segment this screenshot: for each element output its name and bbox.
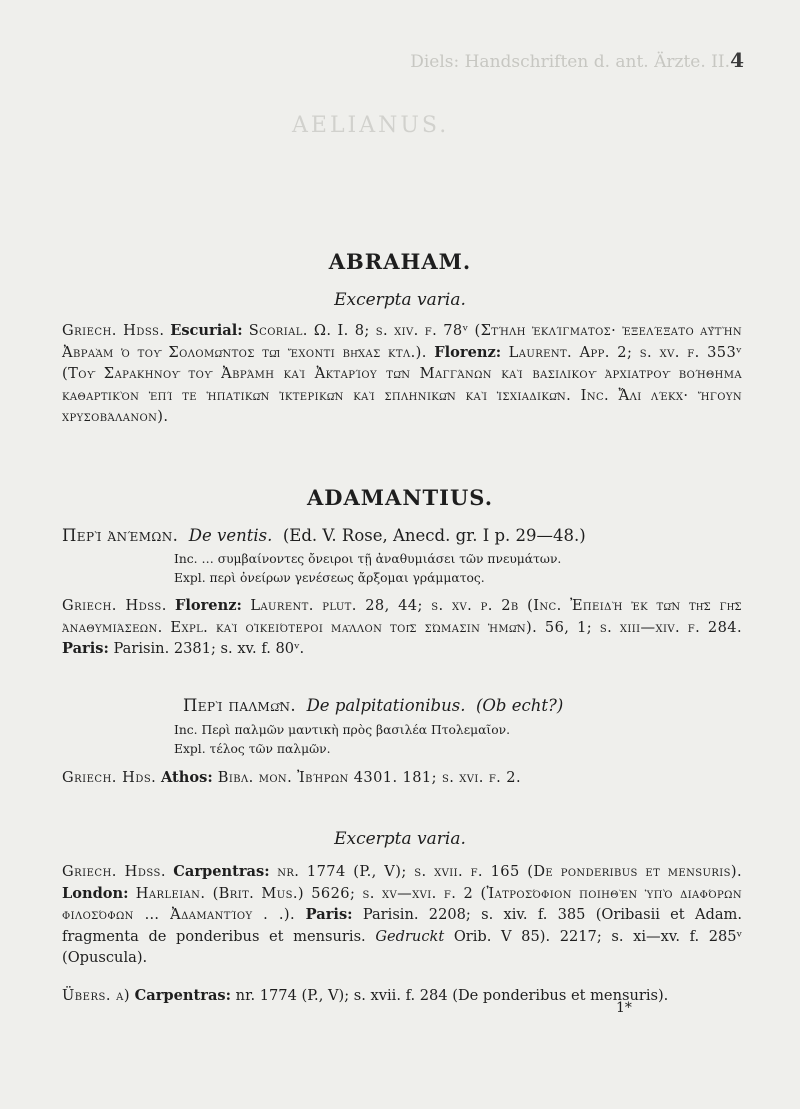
library-athos: Athos: — [160, 769, 213, 786]
signature-mark: 1* — [616, 1000, 632, 1016]
manuscript-paris: Parisin. 2208; s. xiv. f. 385 (Oribasii et Adam. fragmenta de ponderibus et mensuris. — [62, 906, 743, 945]
excerpta-manuscripts — [62, 861, 742, 969]
greek-title: Περὶ παλμῶν. — [183, 696, 297, 715]
manuscript-paris: Parisin. 2381; s. xv. f. 80ᵛ. — [108, 640, 305, 657]
manuscript-carpentras: nr. 1774 (P., V); s. xvii. f. 165 (De ponderibus et mensuris). — [269, 863, 742, 880]
running-head: Diels: Handschriften d. ant. Ärzte. II. — [410, 52, 730, 72]
manuscript-athos: Βιβλ. μον. Ἰβήρων 4301. 181; s. xvi. f. 2. — [212, 769, 521, 786]
manuscript-paris-2217: Orib. V 85). 2217; s. xi—xv. f. 285ᵛ (Opuscula). — [62, 927, 742, 966]
incipit: Inc. … συμβαίνοντες ὄνειροι τῇ ἀναθυμιάσει τῶν πνευμάτων. — [174, 552, 562, 566]
abraham-manuscripts — [62, 320, 742, 428]
label-griech-hdss: Griech. Hdss. — [62, 597, 167, 614]
work-title-de-ventis — [62, 524, 752, 548]
label-uebers: Übers. a) — [62, 987, 131, 1004]
library-florenz: Florenz: — [434, 343, 502, 361]
manuscript-florenz: Laurent. App. 2; s. xv. f. 353ᵛ (Τοῦ Σαρακηνοῦ τοῦ Ἀβράμη καὶ Ἀκταρίου τῶν Μαγγάνων καὶ βασιλικοῦ ἀρχιατροῦ βοήθημα καθαρτικὸν ἐπί τε ἡπατικῶν ἰκτερικῶν καὶ σπληνικῶν καὶ ἰσχιαδικῶν. Inc. Ἄλι λέκχ· ἤγουν χρυσοβάλανον). — [62, 343, 742, 425]
library-london: London: — [62, 884, 129, 902]
library-paris: Paris: — [305, 906, 353, 923]
explicit: Expl. τέλος τῶν παλμῶν. — [174, 742, 331, 756]
de-ventis-manuscripts — [62, 595, 742, 660]
de-palpitationibus-manuscripts — [62, 767, 742, 789]
latin-title: De ventis. — [188, 526, 273, 545]
manuscript-escurial: Scorial. Ω. I. 8; s. xiv. f. 78ᵛ (Στήλη ἐκλίγματος· ἐξελέξατο αὐτὴν Ἀβραὰμ ὁ τοῦ Σολομῶντος τῷ ἔχοντι βῆχας κτλ.). — [62, 322, 742, 361]
bleedthrough-title: AELIANUS. — [292, 113, 450, 138]
library-carpentras: Carpentras: — [173, 863, 270, 880]
manuscript-carpentras: nr. 1774 (P., V); s. xvii. f. 284 (De ponderibus et mensuris). — [231, 987, 669, 1004]
authenticity-note: (Ob echt?) — [475, 696, 564, 715]
library-florenz: Florenz: — [174, 597, 242, 614]
label-griech-hdss: Griech. Hdss. — [62, 322, 165, 339]
subheading-excerpta-abraham: Excerpta varia. — [334, 290, 466, 310]
subheading-excerpta-adamantius: Excerpta varia. — [334, 829, 466, 849]
section-heading-abraham: ABRAHAM. — [328, 249, 472, 274]
incipit: Inc. Περὶ παλμῶν μαντικὴ πρὸς βασιλέα Πτολεμαῖον. — [174, 723, 510, 737]
label-griech-hds: Griech. Hds. — [62, 769, 157, 786]
library-escurial: Escurial: — [170, 322, 243, 339]
library-carpentras: Carpentras: — [134, 987, 232, 1004]
page-number: 4 — [730, 48, 744, 72]
label-griech-hdss: Griech. Hdss. — [62, 863, 167, 880]
section-heading-adamantius: ADAMANTIUS. — [306, 485, 494, 510]
work-title-de-palpitationibus — [183, 694, 763, 718]
manuscript-london: Harleian. (Brit. Mus.) 5626; s. xv—xvi. f. 2 (Ἰατροσόφιον ποιηθὲν ὑπὸ διαφόρων φιλοσόφων … Ἀδαμαντίου . .). — [62, 884, 742, 923]
latin-title: De palpitationibus. — [306, 696, 466, 715]
explicit: Expl. περὶ ὀνείρων γενέσεως ἄρξομαι γράμματος. — [174, 571, 485, 585]
uebersetzung-entry — [62, 985, 742, 1007]
manuscript-florenz: Laurent. plut. 28, 44; s. xv. p. 2b (Inc. Ἐπειδὴ ἐκ τῶν τῆς γῆς ἀναθυμιάσεων. Expl. καὶ οἰκειότεροι μᾶλλον τοῖς σώμασιν ἡμῶν). 56, 1; s. xiii—xiv. f. 284. — [62, 597, 743, 636]
library-paris: Paris: — [62, 640, 109, 657]
edition-reference: (Ed. V. Rose, Anecd. gr. I p. 29—48.) — [282, 526, 586, 545]
greek-title: Περὶ ἀνέμων. — [62, 526, 179, 545]
gedruckt-label: Gedruckt — [375, 927, 445, 945]
